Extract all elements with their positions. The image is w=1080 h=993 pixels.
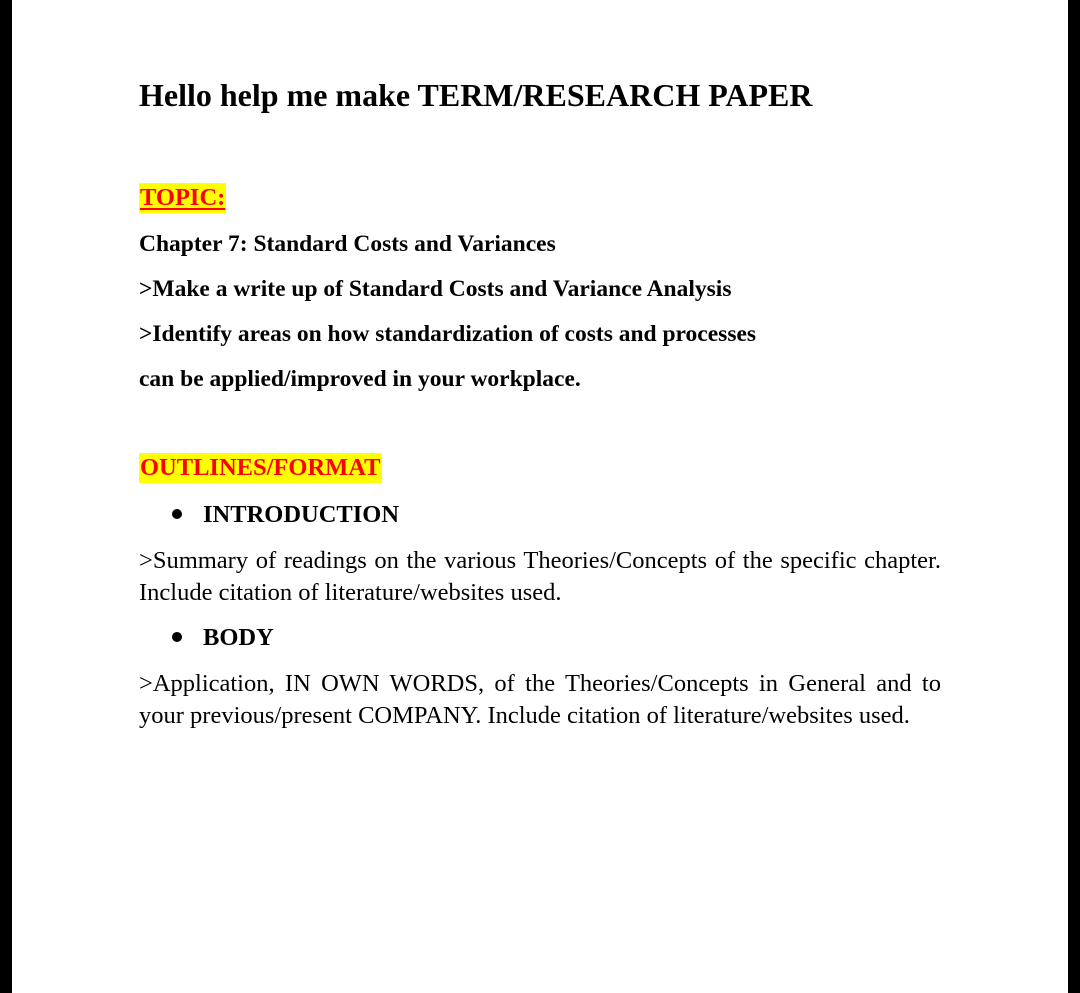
topic-line-workplace: can be applied/improved in your workplace. [139,366,581,392]
bullet-body [172,623,274,653]
topic-line-chapter: Chapter 7: Standard Costs and Variances [139,231,556,257]
section-text-introduction: >Summary of readings on the various Theories/Concepts of the specific chapter. Include citation of literature/websites used. [139,547,941,606]
section-heading-body: BODY [203,624,274,651]
outline-label: OUTLINES/FORMAT [140,454,381,481]
section-heading-introduction: INTRODUCTION [203,501,400,528]
page-title: Hello help me make TERM/RESEARCH PAPER [139,77,813,113]
document-page [12,0,1068,993]
topic-line-identify: >Identify areas on how standardization of costs and processes [139,321,757,347]
bullet-introduction [172,500,399,530]
topic-line-writeup: >Make a write up of Standard Costs and Variance Analysis [139,276,732,302]
topic-label: TOPIC: [140,184,226,211]
bullet-dot-icon [172,509,182,519]
bullet-dot-icon [172,632,182,642]
section-text-body: >Application, IN OWN WORDS, of the Theories/Concepts in General and to your previous/present COMPANY. Include citation of literature/websites used. [139,670,941,729]
